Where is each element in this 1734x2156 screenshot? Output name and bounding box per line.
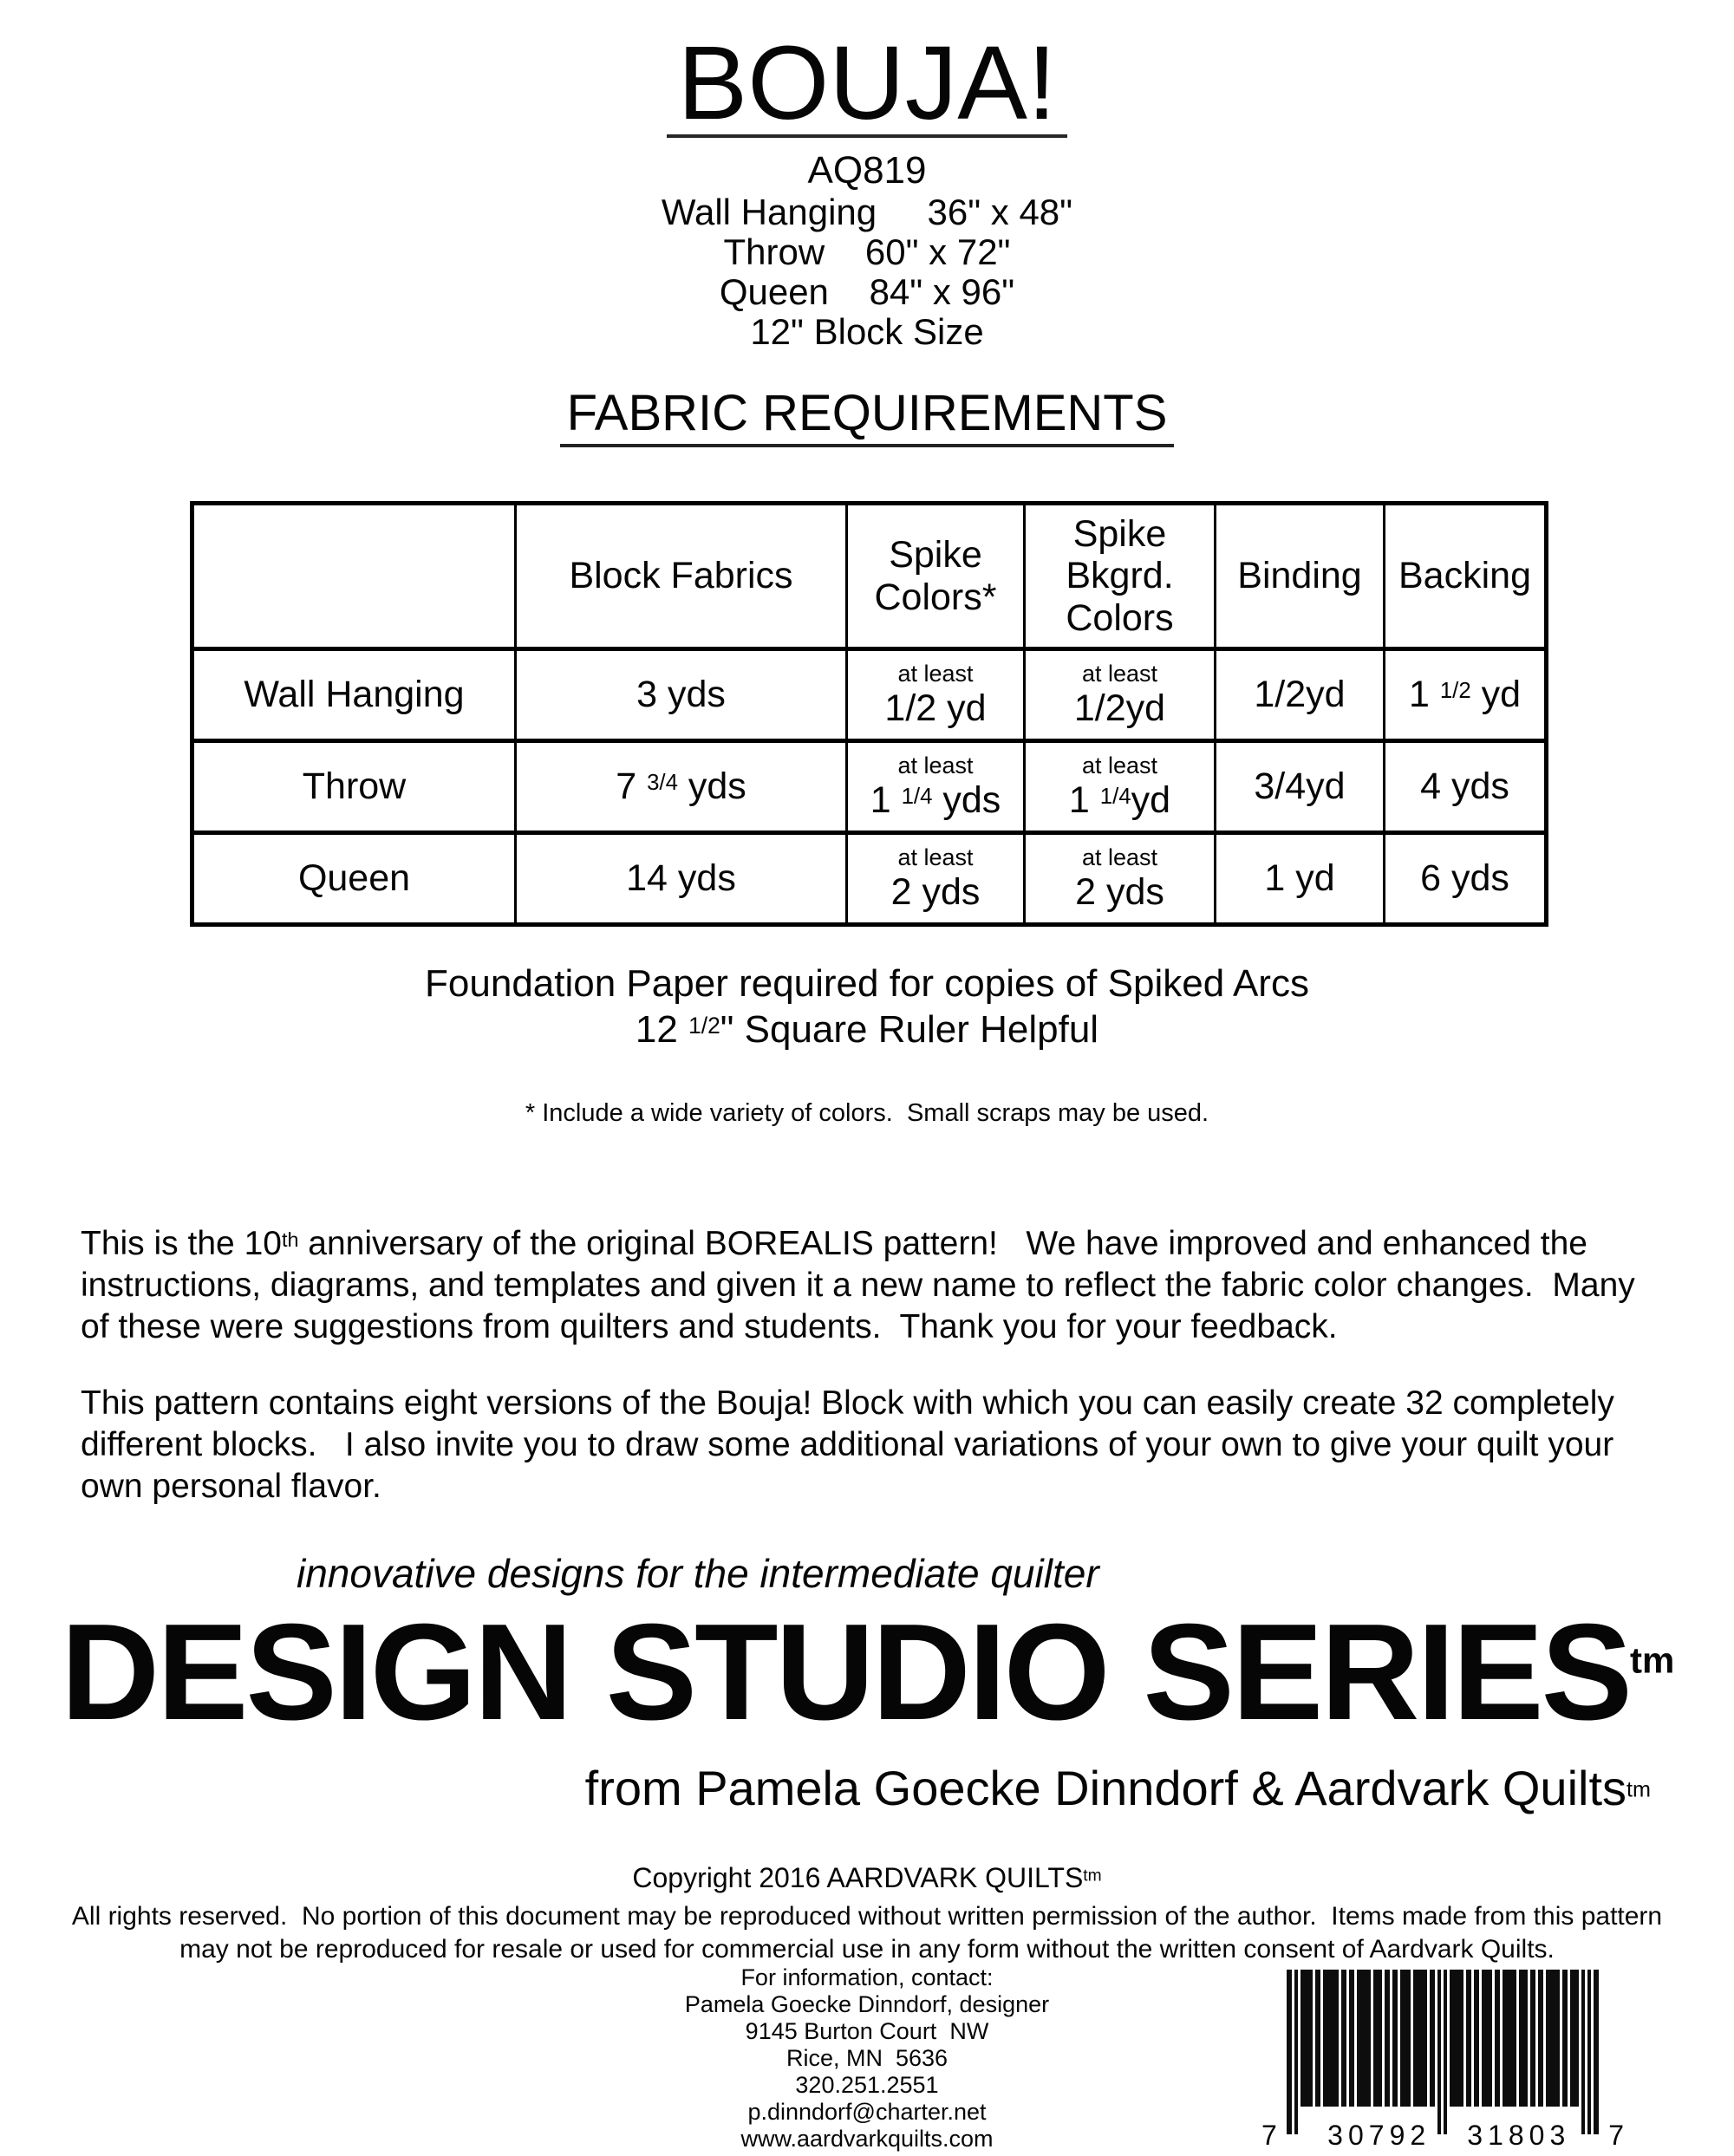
barcode-bar [1373,1970,1382,2107]
contact-line: p.dinndorf@charter.net [747,2099,987,2125]
barcode-bars [1287,1970,1599,2134]
fabric-cell [1385,649,1547,741]
fabric-cell [847,649,1025,741]
contact-line: Rice, MN 5636 [786,2045,948,2071]
fabric-table [190,501,1548,927]
column-header: Spike Colors* [847,504,1025,649]
contact-line: 320.251.2551 [795,2072,939,2098]
at-least-note: at least [897,844,974,871]
fabric-cell [516,649,847,741]
contact-line: For information, contact: [740,1964,994,1990]
barcode-bar [1323,1970,1339,2107]
fabric-cell [1216,741,1385,833]
barcode-bar [1430,1970,1435,2107]
barcode-digit-right: 7 [1606,2120,1626,2152]
row-label: Queen [192,833,516,925]
barcode-bar [1450,1970,1463,2107]
barcode-bar [1519,1970,1528,2107]
foundation-notes [0,961,1734,1052]
fabric-cell [847,833,1025,925]
barcode-digit-group2: 31803 [1461,2120,1576,2152]
barcode-bar [1287,1970,1292,2134]
table-row [192,741,1547,833]
barcode-digit-group1: 30792 [1321,2120,1437,2152]
cell-value: 1 $^{1/4}$yd [1068,778,1171,821]
column-header: Binding [1216,504,1385,649]
quilt-title: BOUJA! [667,35,1066,138]
at-least-note: at least [897,752,974,779]
barcode-bar [1294,1970,1298,2134]
at-least-note: at least [1081,752,1158,779]
fabric-cell [1385,741,1547,833]
size-line: 12" Block Size [750,311,984,352]
cell-value: 7 $^{3/4}$ yds [616,765,746,807]
cell-value: 4 yds [1420,765,1509,807]
column-header: Backing [1385,504,1547,649]
table-row [192,649,1547,741]
fabric-requirements-heading: FABRIC REQUIREMENTS [560,388,1175,447]
barcode-bar [1413,1970,1427,2107]
column-header: Spike Bkgrd. Colors [1025,504,1216,649]
cell-value: 1 $^{1/4}$ yds [870,778,1001,821]
row-label: Throw [192,741,516,833]
ruler-note-line: 12 $^{1/2}$" Square Ruler Helpful [635,1008,1099,1051]
barcode-bar [1437,1970,1441,2134]
fabric-requirements-heading-block [0,385,1734,447]
cell-value: 1 yd [1264,857,1335,899]
barcode-bar [1587,1970,1591,2134]
contact-line: 9145 Burton Court NW [745,2018,989,2044]
size-line: Queen 84" x 96" [719,271,1015,312]
barcode-bar [1538,1970,1543,2107]
size-line: Throw 60" x 72" [723,231,1011,272]
barcode-bar [1546,1970,1560,2107]
barcode-bar [1530,1970,1535,2107]
fabric-cell [516,833,847,925]
barcode-bar [1466,1970,1471,2107]
barcode-digit-left: 7 [1259,2120,1280,2152]
fabric-cell [847,741,1025,833]
cell-value: 3/4yd [1254,765,1346,807]
barcode-bar [1503,1970,1516,2107]
cell-value: 1/2yd [1254,673,1346,715]
cell-value: 14 yds [626,857,736,899]
title-block [0,23,1734,141]
intro-paragraph: This is the 10th anniversary of the original BOREALIS pattern! We have improved and enhanced the instructions, diagrams, and templates and given it a new name to reflect the fabric color changes. Many of these were suggestions from quilters and students. Thank you for your feedback. [81,1225,1645,1345]
column-header [192,504,516,649]
table-row [192,833,1547,925]
barcode [1259,1970,1626,2152]
spike-colors-footnote: * Include a wide variety of colors. Small scraps may be used. [525,1099,1209,1127]
barcode-bar [1474,1970,1479,2107]
cell-value: 1 $^{1/2}$ yd [1408,673,1522,715]
barcode-bar [1315,1970,1320,2107]
barcode-bar [1400,1970,1411,2107]
series-title: DESIGN STUDIO $SERIES^{tm}$ [61,1596,1675,1749]
barcode-bar [1482,1970,1492,2107]
fabric-table-header-row [192,504,1547,649]
barcode-bar [1357,1970,1371,2107]
cell-value: 6 yds [1420,857,1509,899]
fabric-cell [1385,833,1547,925]
series-tagline: innovative designs for the intermediate quilter [297,1551,1099,1596]
cell-value: 2 yds [890,870,981,913]
at-least-note: at least [1081,661,1158,687]
contact-line: Pamela Goecke Dinndorf, designer [684,1991,1050,2017]
series-byline: from Pamela Goecke Dinndorf & Aardvark Quilts$^{tm}$ [584,1761,1651,1815]
barcode-bar [1444,1970,1447,2134]
size-line: Wall Hanging 36" x 48" [661,192,1073,232]
contact-line: www.aardvarkquilts.com [740,2126,994,2152]
fabric-cell [1025,741,1216,833]
fabric-cell [1216,649,1385,741]
column-header: Block Fabrics [516,504,847,649]
barcode-bar [1385,1970,1390,2107]
at-least-note: at least [897,661,974,687]
rights-text: All rights reserved. No portion of this document may be reproduced without written permission of the author. Items made from this pattern may not be reproduced for resale or used for commercial use in any form without the written consent of Aardvark Quilts. [71,1902,1670,1964]
cell-value: 3 yds [636,673,726,715]
cell-value: 1/2 yd [884,687,987,729]
barcode-bar [1392,1970,1398,2107]
barcode-bar [1349,1970,1354,2107]
copyright-line: Copyright 2016 AARDVARK $QUILTS^{tm}$ [632,1862,1102,1893]
fabric-cell [1216,833,1385,925]
barcode-bar [1495,1970,1500,2107]
barcode-bar [1570,1970,1579,2107]
pattern-code: AQ819 [807,149,927,192]
fabric-cell [1025,833,1216,925]
foundation-note-line: Foundation Paper required for copies of Spiked Arcs [425,962,1309,1005]
size-list [0,192,1734,352]
fabric-cell [516,741,847,833]
cell-value: 2 yds [1075,870,1164,913]
barcode-bar [1594,1970,1599,2134]
barcode-bar [1341,1970,1346,2107]
barcode-bar [1562,1970,1568,2107]
barcode-bar [1300,1970,1313,2107]
cell-value: 1/2yd [1073,687,1166,729]
row-label: Wall Hanging [192,649,516,741]
versions-paragraph: This pattern contains eight versions of the Bouja! Block with which you can easily create 32 completely different blocks. I also invite you to draw some additional variations of your own to give your quilt your own personal flavor. [81,1384,1624,1505]
barcode-bar [1581,1970,1585,2134]
at-least-note: at least [1081,844,1158,871]
fabric-cell [1025,649,1216,741]
fabric-table-body [192,649,1547,925]
